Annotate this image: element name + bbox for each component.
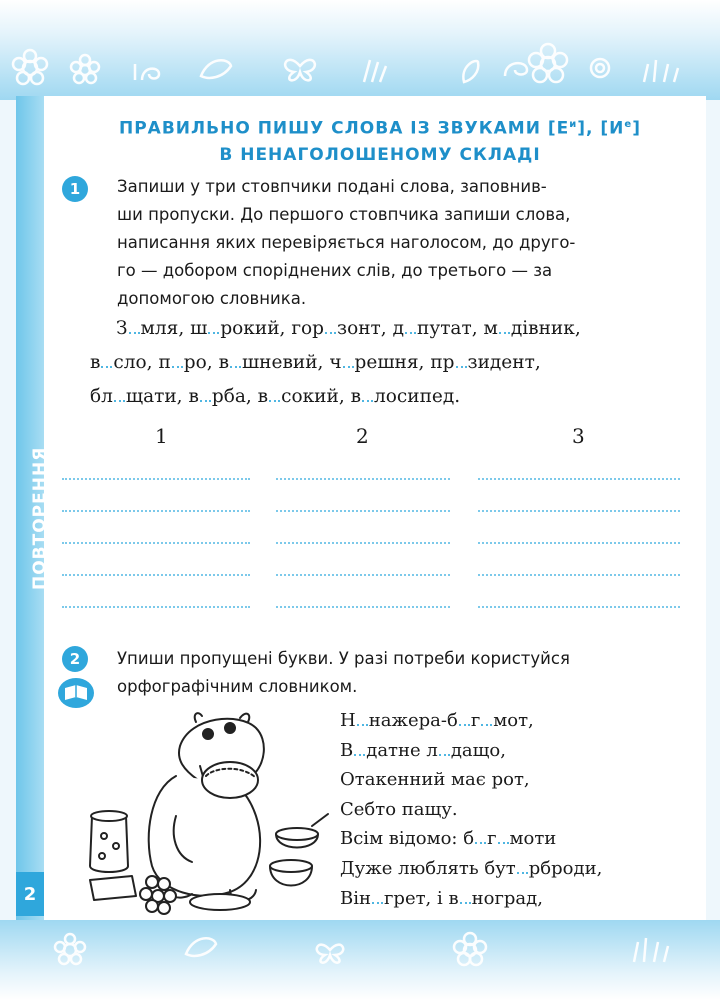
gap-word <box>483 318 580 339</box>
letter-gap[interactable] <box>129 318 140 334</box>
gap-word <box>351 386 461 407</box>
grass-icon <box>364 60 386 82</box>
poem-line <box>340 824 700 854</box>
word-part: пр <box>430 352 455 373</box>
word-part: лосипед. <box>374 386 461 407</box>
word-list <box>90 312 690 414</box>
poem-part: Він <box>340 887 371 909</box>
leaf-icon <box>201 60 231 78</box>
title-line-1: ПРАВИЛЬНО ПИШУ СЛОВА ІЗ ЗВУКАМИ $[Е^и]$, $[И^е]$ <box>119 118 641 139</box>
poem-part: моти <box>509 828 557 850</box>
letter-gap[interactable] <box>475 828 486 844</box>
letter-gap[interactable] <box>208 318 219 334</box>
poem-line <box>340 854 700 884</box>
poem-line <box>340 765 700 795</box>
flower-icon <box>529 44 567 82</box>
word-part: щати, <box>125 386 183 407</box>
word-part: З <box>116 318 128 339</box>
word-part: ро, <box>183 352 213 373</box>
flower-icon <box>13 50 47 84</box>
word-part: зидент, <box>467 352 541 373</box>
gap-word <box>90 386 183 407</box>
task1-line: го — добором споріднених слів, до третього — за <box>117 261 553 280</box>
page-number: 2 <box>16 872 44 916</box>
poem-part: рброди, <box>528 857 603 879</box>
grass-icon <box>644 60 678 82</box>
top-decor-icons <box>0 0 720 100</box>
writing-line[interactable] <box>62 542 250 544</box>
word-line <box>90 380 690 414</box>
word-part: ч <box>329 352 342 373</box>
word-part: зонт, <box>337 318 387 339</box>
poem-line <box>340 706 700 736</box>
section-label: ПОВТОРЕННЯ <box>30 446 50 590</box>
word-part: в <box>188 386 199 407</box>
gap-word <box>190 318 285 339</box>
writing-line[interactable] <box>62 510 250 512</box>
poem-part: г <box>470 710 481 731</box>
word-part: дівник, <box>510 318 581 339</box>
poem-part: Всім відомо: б <box>340 828 475 850</box>
writing-line[interactable] <box>62 574 250 576</box>
top-decor-band <box>0 0 720 100</box>
task1-line: написання яких перевіряється наголосом, до друго- <box>117 233 576 252</box>
letter-gap[interactable] <box>481 710 492 726</box>
bottom-decor-band <box>0 920 720 1000</box>
writing-line[interactable] <box>276 478 450 480</box>
poem-part: грет, і в <box>383 887 459 909</box>
task1-line: Запиши у три стовпчики подані слова, заповнив- <box>117 177 547 196</box>
task1-line: ши пропуски. До першого стовпчика запиши слова, <box>117 205 571 224</box>
letter-gap[interactable] <box>230 352 241 368</box>
word-line <box>90 312 690 346</box>
letter-gap[interactable] <box>325 318 336 334</box>
poem-part: Н <box>340 710 356 731</box>
snail-icon <box>505 63 527 76</box>
dictionary-icon <box>56 676 96 710</box>
letter-gap[interactable] <box>499 318 510 334</box>
letter-gap[interactable] <box>269 386 280 402</box>
word-part: ш <box>190 318 208 339</box>
writing-line[interactable] <box>276 606 450 608</box>
word-part: решня, <box>354 352 425 373</box>
task-number-badge: 2 <box>62 646 88 672</box>
gap-word <box>430 352 540 373</box>
writing-line[interactable] <box>62 606 250 608</box>
task-number-badge: 1 <box>62 176 88 202</box>
poem-part: Дуже люблять бут <box>340 857 516 879</box>
letter-gap[interactable] <box>372 888 383 904</box>
grass-icon <box>634 938 668 962</box>
letter-gap[interactable] <box>459 710 470 726</box>
poem-line <box>340 884 700 914</box>
task1-line: допомогою словника. <box>117 289 307 308</box>
task2-instructions <box>117 645 707 701</box>
letter-gap[interactable] <box>343 352 354 368</box>
gap-word <box>291 318 386 339</box>
word-part: сло, <box>113 352 153 373</box>
word-part: рба, <box>211 386 252 407</box>
task2-line: орфографічним словником. <box>117 677 358 696</box>
writing-line[interactable] <box>276 574 450 576</box>
word-part: д <box>392 318 404 339</box>
word-part: рокий, <box>220 318 286 339</box>
writing-line[interactable] <box>478 510 680 512</box>
gap-word <box>188 386 251 407</box>
word-part: путат, <box>416 318 478 339</box>
word-part: бл <box>90 386 113 407</box>
hippo-illustration <box>80 706 330 916</box>
poem-part: мот, <box>493 710 534 731</box>
word-part: м <box>483 318 498 339</box>
letter-gap[interactable] <box>362 386 373 402</box>
poem-part: Отакенний має рот, <box>340 769 530 791</box>
writing-line[interactable] <box>276 510 450 512</box>
gap-word <box>116 318 184 339</box>
title-line-2: В НЕНАГОЛОШЕНОМУ СКЛАДІ <box>219 144 541 165</box>
word-part: сокий, <box>281 386 345 407</box>
leaf-icon <box>186 938 216 956</box>
page-title <box>60 112 700 168</box>
writing-line[interactable] <box>276 542 450 544</box>
letter-gap[interactable] <box>498 828 509 844</box>
letter-gap[interactable] <box>517 858 528 874</box>
flower-icon <box>71 55 99 83</box>
gap-word <box>329 352 424 373</box>
writing-line[interactable] <box>478 606 680 608</box>
word-line <box>90 346 690 380</box>
flower-icon <box>591 59 609 77</box>
gap-word <box>90 352 153 373</box>
letter-gap[interactable] <box>460 888 471 904</box>
gap-word <box>158 352 212 373</box>
letter-gap[interactable] <box>456 352 467 368</box>
letter-gap[interactable] <box>405 318 416 334</box>
letter-gap[interactable] <box>354 740 365 756</box>
column-number: 1 <box>155 424 168 448</box>
poem-line <box>340 736 700 766</box>
poem-part: ноград, <box>471 887 543 909</box>
task1-instructions <box>117 173 697 313</box>
poem-part: В <box>340 739 354 761</box>
writing-line[interactable] <box>478 542 680 544</box>
leaf-icon <box>463 61 478 82</box>
letter-gap[interactable] <box>357 710 368 726</box>
word-part: п <box>158 352 171 373</box>
word-part: в <box>257 386 269 407</box>
poem-part: датне л <box>366 739 438 761</box>
poem-part: Себто пащу. <box>340 798 458 820</box>
word-part: гор <box>291 318 324 339</box>
letter-gap[interactable] <box>101 352 112 368</box>
writing-line[interactable] <box>478 574 680 576</box>
gap-word <box>393 318 478 339</box>
poem-part: г <box>487 828 497 850</box>
writing-line[interactable] <box>478 478 680 480</box>
butterfly-icon <box>317 945 343 963</box>
letter-gap[interactable] <box>114 386 125 402</box>
column-number: 3 <box>572 424 585 448</box>
column-number: 2 <box>356 424 369 448</box>
word-part: в <box>218 352 229 373</box>
butterfly-icon <box>285 60 315 81</box>
word-part: шневий, <box>241 352 324 373</box>
flower-icon <box>454 933 486 965</box>
letter-gap[interactable] <box>172 352 183 368</box>
letter-gap[interactable] <box>200 386 211 402</box>
poem <box>340 706 700 913</box>
gap-word <box>219 352 324 373</box>
gap-word <box>258 386 345 407</box>
word-part: в <box>90 352 101 373</box>
word-part: в <box>350 386 362 407</box>
task2-line: Упиши пропущені букви. У разі потреби користуйся <box>117 649 570 668</box>
snail-icon <box>135 64 159 80</box>
word-part: мля, <box>140 318 185 339</box>
flower-icon <box>55 934 85 964</box>
poem-part: дащо, <box>450 739 506 761</box>
bottom-decor-icons <box>0 920 720 1000</box>
poem-part: нажера-б <box>368 710 458 731</box>
writing-line[interactable] <box>62 478 250 480</box>
poem-line <box>340 795 700 825</box>
letter-gap[interactable] <box>439 740 450 756</box>
